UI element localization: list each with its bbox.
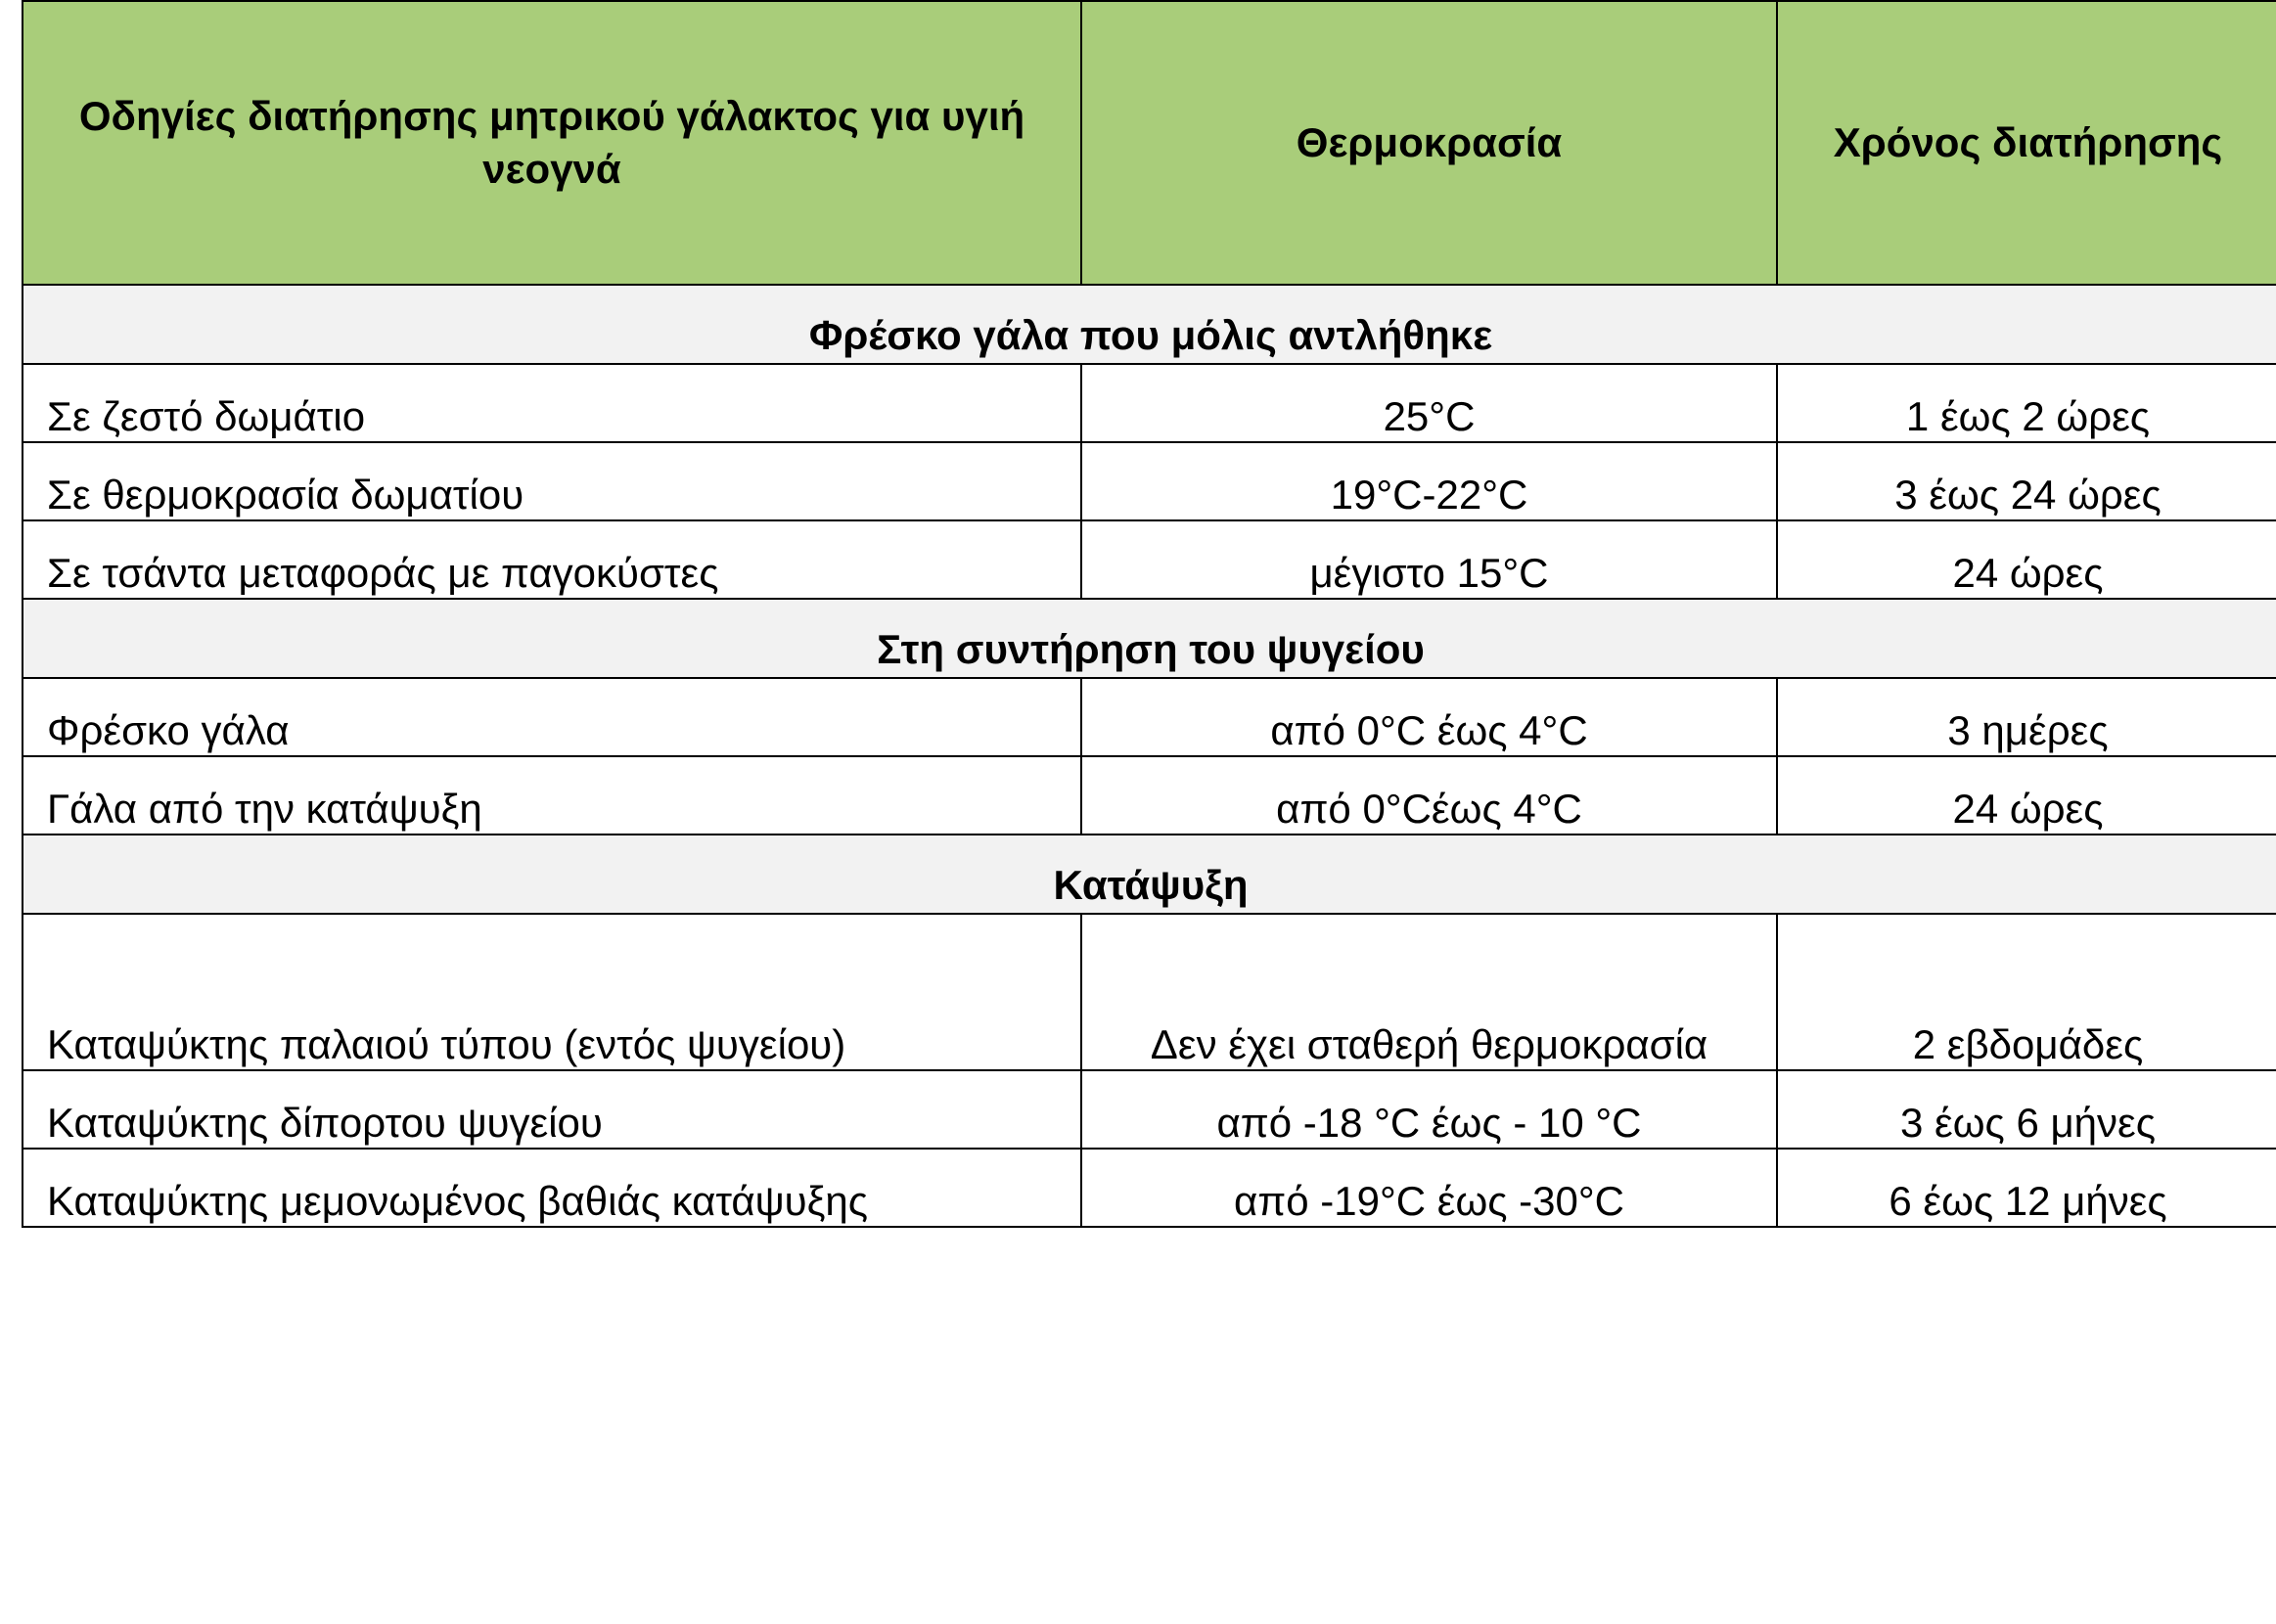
condition-cell: Σε ζεστό δωμάτιο <box>23 364 1081 442</box>
duration-cell: 24 ώρες <box>1777 756 2276 835</box>
temperature-cell: από 0°Cέως 4°C <box>1081 756 1777 835</box>
temperature-cell: από -19°C έως -30°C <box>1081 1149 1777 1227</box>
header-storage-time: Χρόνος διατήρησης <box>1777 1 2276 285</box>
table-row <box>23 678 2276 756</box>
section-title: Στη συντήρηση του ψυγείου <box>23 599 2276 678</box>
condition-cell: Σε θερμοκρασία δωματίου <box>23 442 1081 520</box>
temperature-cell: 25°C <box>1081 364 1777 442</box>
condition-cell: Φρέσκο γάλα <box>23 678 1081 756</box>
table-header-row <box>23 1 2276 285</box>
duration-cell: 3 έως 6 μήνες <box>1777 1070 2276 1149</box>
condition-cell: Γάλα από την κατάψυξη <box>23 756 1081 835</box>
duration-cell: 24 ώρες <box>1777 520 2276 599</box>
section-row-fresh <box>23 285 2276 364</box>
duration-cell: 3 έως 24 ώρες <box>1777 442 2276 520</box>
section-row-freezer <box>23 835 2276 914</box>
condition-cell: Καταψύκτης μεμονωμένος βαθιάς κατάψυξης <box>23 1149 1081 1227</box>
table-row <box>23 520 2276 599</box>
section-title: Κατάψυξη <box>23 835 2276 914</box>
duration-cell: 2 εβδομάδες <box>1777 914 2276 1070</box>
table-row <box>23 1070 2276 1149</box>
temperature-cell: από -18 °C έως - 10 °C <box>1081 1070 1777 1149</box>
table-row <box>23 364 2276 442</box>
section-row-refrigerator <box>23 599 2276 678</box>
condition-cell: Καταψύκτης δίπορτου ψυγείου <box>23 1070 1081 1149</box>
condition-cell: Σε τσάντα μεταφοράς με παγοκύστες <box>23 520 1081 599</box>
duration-cell: 3 ημέρες <box>1777 678 2276 756</box>
header-temperature: Θερμοκρασία <box>1081 1 1777 285</box>
breast-milk-storage-table <box>22 0 2276 1228</box>
temperature-cell: από 0°C έως 4°C <box>1081 678 1777 756</box>
table-row <box>23 1149 2276 1227</box>
temperature-cell: μέγιστο 15°C <box>1081 520 1777 599</box>
table-row <box>23 914 2276 1070</box>
header-guidelines: Οδηγίες διατήρησης μητρικού γάλακτος για υγιή νεογνά <box>23 1 1081 285</box>
temperature-cell: 19°C-22°C <box>1081 442 1777 520</box>
table-row <box>23 756 2276 835</box>
duration-cell: 1 έως 2 ώρες <box>1777 364 2276 442</box>
condition-cell: Καταψύκτης παλαιού τύπου (εντός ψυγείου) <box>23 914 1081 1070</box>
duration-cell: 6 έως 12 μήνες <box>1777 1149 2276 1227</box>
table-row <box>23 442 2276 520</box>
temperature-cell: Δεν έχει σταθερή θερμοκρασία <box>1081 914 1777 1070</box>
section-title: Φρέσκο γάλα που μόλις αντλήθηκε <box>23 285 2276 364</box>
